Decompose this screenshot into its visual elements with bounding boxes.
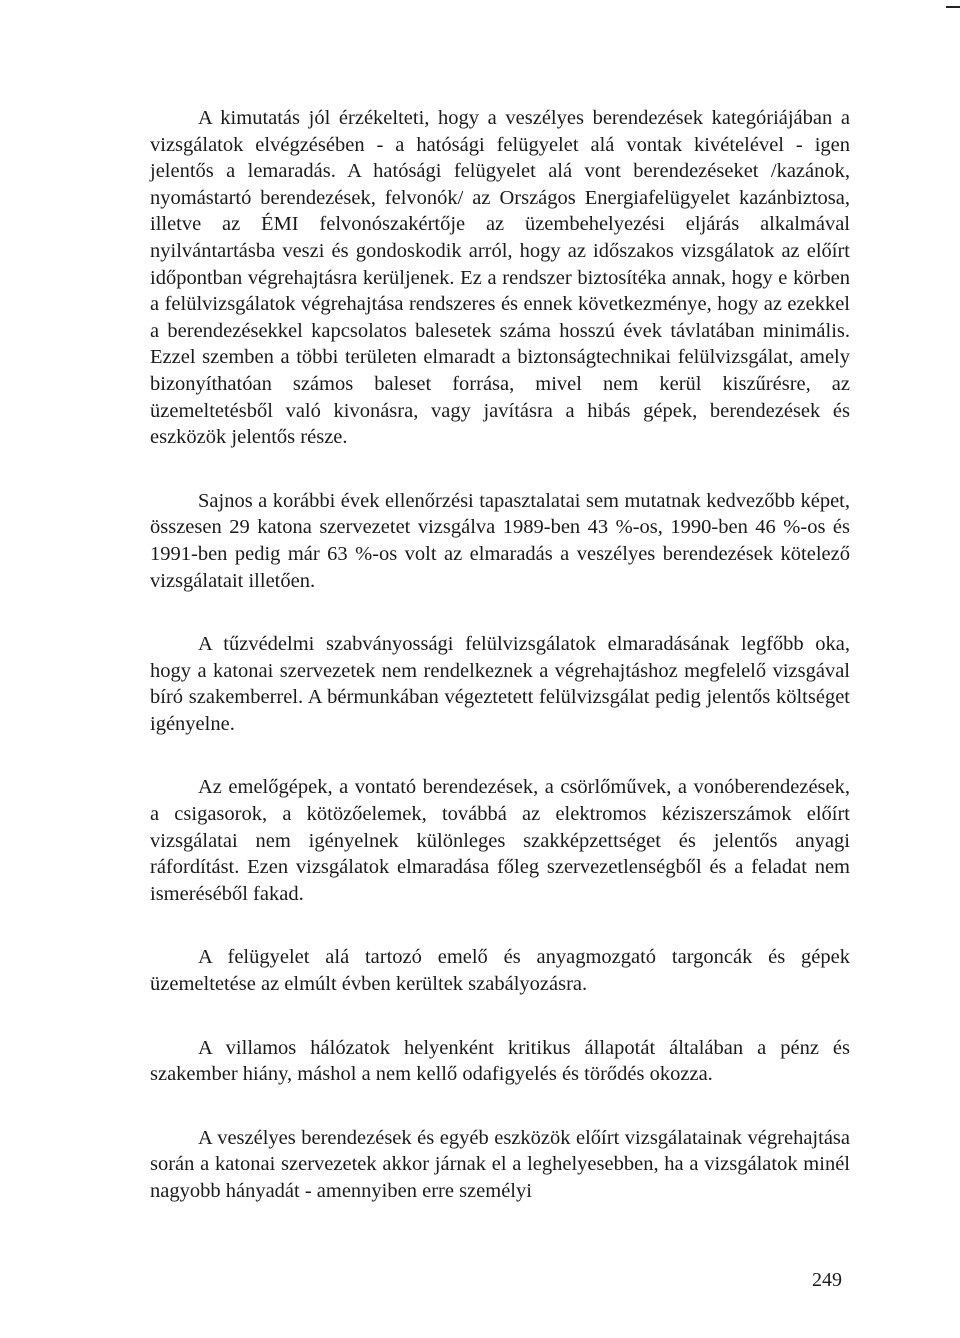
- paragraph-7: A veszélyes berendezések és egyéb eszközök előírt vizsgálatainak végrehajtása során a katonai szervezetek akkor járnak el a leghelyesebben, ha a vizsgálatok minél nagyobb hányadát - amennyiben erre személyi: [150, 1126, 850, 1202]
- paragraph-4: Az emelőgépek, a vontató berendezések, a csörlőművek, a vonóberendezések, a csigasorok, a kötözőelemek, továbbá az elektromos kéziszerszámok előírt vizsgálatai nem igényelnek különleges szakképzettséget és jelentős anyagi ráfordítást. Ezen vizsgálatok elmaradása főleg szervezetlenségből és a feladat nem ismeréséből fakad.: [150, 776, 850, 905]
- page-number: 249: [812, 1269, 842, 1291]
- paragraph-1: A kimutatás jól érzékelteti, hogy a veszélyes berendezések kategóriájában a vizsgálatok elvégzésében - a hatósági felügyelet alá vontak kivételével - igen jelentős a lemaradás. A hatósági felügyelet alá vont berendezéseket /kazánok, nyomástartó berendezések, felvonók/ az Országos Energiafelügyelet kazánbiztosa, illetve az ÉMI felvonószakértője az üzembehelyezési eljárás alkalmával nyilvántartásba veszi és gondoskodik arról, hogy az időszakos vizsgálatok az előírt időpontban végrehajtásra kerüljenek. Ez a rendszer biztosítéka annak, hogy e körben a felülvizsgálatok végrehajtása rendszeres és ennek következménye, hogy az ezekkel a berendezésekkel kapcsolatos balesetek száma hosszú évek távlatában minimális. Ezzel szemben a többi területen elmaradt a biztonságtechnikai felülvizsgálat, amely bizonyíthatóan számos baleset forrása, mivel nem kerül kiszűrésre, az üzemeltetésből való kivonásra, vagy javításra a hibás gépek, berendezések és eszközök jelentős része.: [150, 107, 850, 449]
- paragraph-6: A villamos hálózatok helyenként kritikus állapotát általában a pénz és szakember hiány, máshol a nem kellő odafigyelés és törődés okozza.: [150, 1036, 850, 1086]
- paragraph-3: A tűzvédelmi szabványossági felülvizsgálatok elmaradásának legfőbb oka, hogy a katonai szervezetek nem rendelkeznek a végrehajtáshoz megfelelő vizsgával bíró szakemberrel. A bérmunkában végeztetett felülvizsgálat pedig jelentős költséget igényelne.: [150, 633, 850, 735]
- body-text: [150, 105, 850, 1205]
- paragraph-2: Sajnos a korábbi évek ellenőrzési tapasztalatai sem mutatnak kedvezőbb képet, összesen 29 katona szervezetet vizsgálva 1989-ben 43 %-os, 1990-ben 46 %-os és 1991-ben pedig már 63 %-os volt az elmaradás a veszélyes berendezések kötelező vizsgálatait illetően.: [150, 489, 850, 592]
- paragraph-5: A felügyelet alá tartozó emelő és anyagmozgató targoncák és gépek üzemeltetése az elmúlt évben kerültek szabályozásra.: [150, 946, 850, 996]
- scan-corner-mark: [946, 6, 960, 8]
